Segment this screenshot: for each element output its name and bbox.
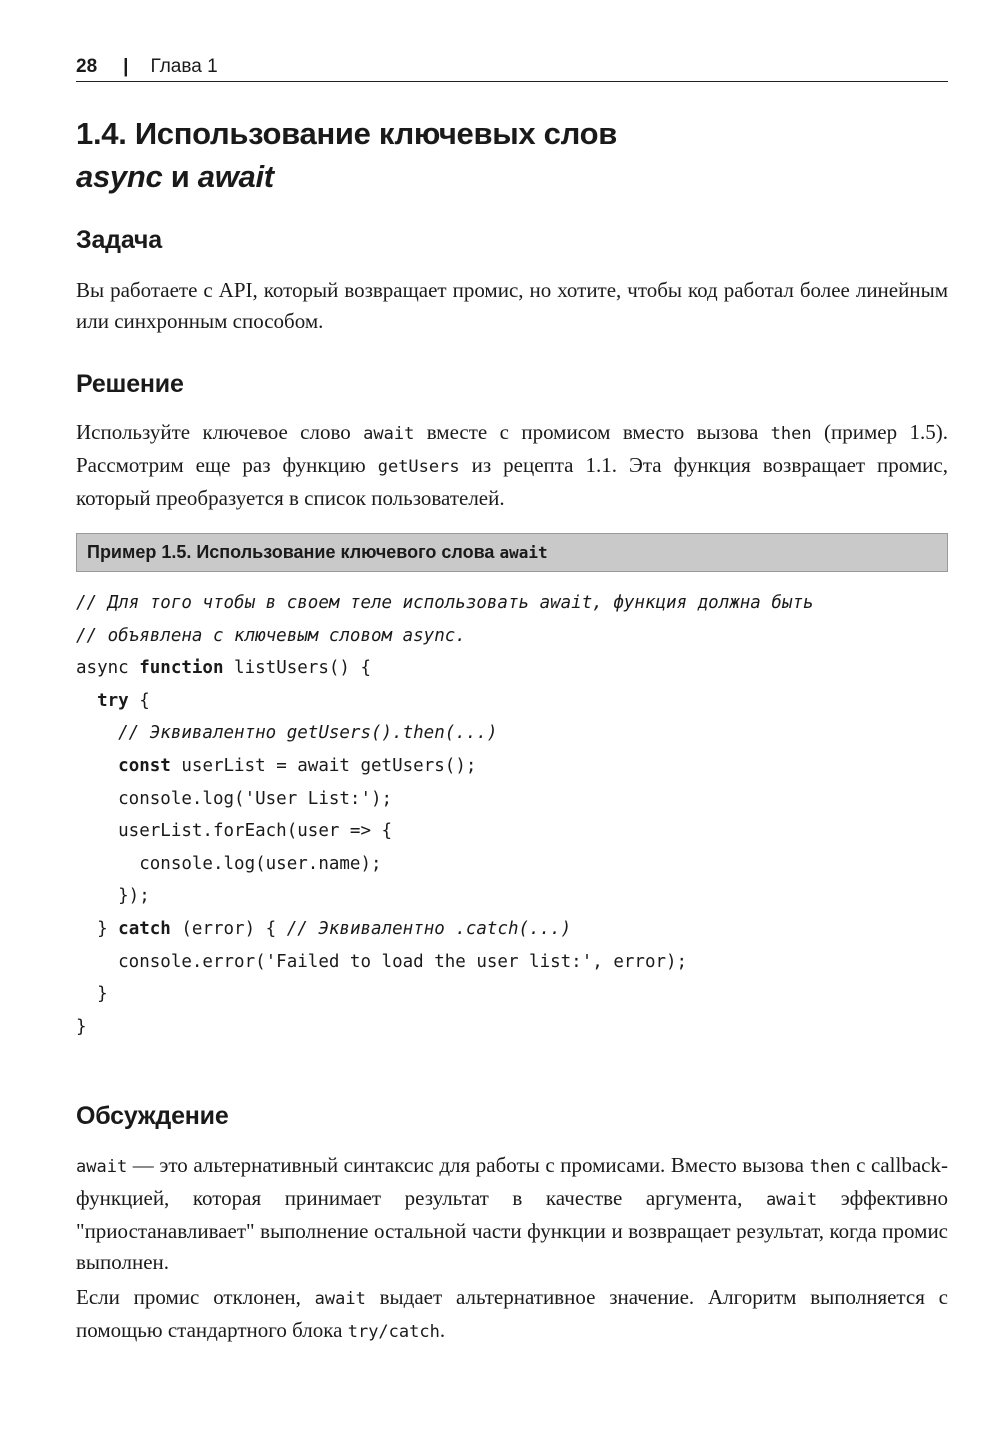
code-line: } (76, 984, 108, 1005)
inline-code: try/catch (347, 1322, 440, 1342)
code-keyword: const (118, 755, 171, 776)
text-run: — это альтернативный синтаксис для работы с промисами. Вместо вызова (127, 1153, 810, 1177)
code-indent (76, 756, 118, 776)
section-title-async: async (76, 159, 163, 194)
code-keyword: catch (118, 918, 171, 939)
code-indent (76, 691, 97, 711)
code-line (76, 756, 476, 776)
solution-heading: Решение (76, 370, 184, 398)
chapter-label: Глава 1 (150, 56, 218, 77)
page-number: 28 (76, 56, 98, 77)
book-page (76, 56, 948, 1342)
example-caption-bar (76, 533, 948, 572)
discussion-paragraph-1 (76, 1150, 948, 1278)
inline-code: await (363, 424, 415, 444)
code-token: { (128, 690, 150, 711)
inline-code: await (76, 1157, 128, 1177)
code-listing (76, 587, 814, 1043)
code-line: } (76, 1016, 87, 1037)
task-heading: Задача (76, 226, 162, 254)
text-run: . (439, 1318, 446, 1342)
inline-code: await (765, 1190, 818, 1210)
code-line: // объявлена с ключевым словом async. (76, 625, 466, 646)
code-comment: // Эквивалентно .catch(...) (286, 918, 572, 939)
text-run: выдает альтернативное значение. Алгоритм выполняется с помощью стандартного блока (76, 1285, 948, 1342)
section-title-await: await (197, 159, 274, 194)
code-line (76, 919, 571, 939)
code-line: }); (76, 886, 150, 907)
text-run: (пример 1.5). Рассмотрим еще раз функцию (76, 420, 948, 477)
code-token: listUsers() { (223, 658, 372, 679)
inline-code: then (770, 424, 812, 444)
text-run: из рецепта 1.1. Эта функция возвращает промис, который преобразуется в список пользователей. (76, 453, 948, 510)
solution-paragraph (76, 417, 948, 514)
inline-code: await (314, 1289, 366, 1309)
code-token: } (76, 918, 119, 939)
discussion-heading: Обсуждение (76, 1102, 229, 1130)
header-separator: | (123, 56, 129, 77)
code-line: console.error('Failed to load the user list:', error); (76, 951, 688, 972)
inline-code: getUsers (377, 457, 460, 477)
code-token: async (76, 658, 140, 679)
code-line: console.log('User List:'); (76, 788, 393, 809)
example-caption-code: await (499, 543, 548, 562)
text-run: с callback-функцией, которая принимает результат в качестве аргумента, (76, 1153, 948, 1210)
code-token: userList = await getUsers(); (170, 755, 477, 776)
code-line: console.log(user.name); (76, 853, 382, 874)
discussion-paragraph-2 (76, 1282, 948, 1348)
code-line: // Эквивалентно getUsers().then(...) (76, 723, 498, 744)
text-run: Если промис отклонен, (76, 1285, 315, 1309)
section-title (76, 112, 948, 198)
section-title-line1: 1.4. Использование ключевых слов (76, 116, 617, 151)
code-line (76, 691, 150, 711)
section-title-and: и (162, 159, 198, 194)
code-token: (error) { (170, 918, 287, 939)
code-keyword: try (97, 690, 129, 711)
example-caption: Пример 1.5. Использование ключевого слова (87, 542, 500, 562)
code-line (76, 658, 371, 678)
text-run: эффективно "приостанавливает" выполнение остальной части функции и возвращает результат, когда промис выполнен. (76, 1186, 948, 1274)
task-paragraph: Вы работаете с API, который возвращает промис, но хотите, чтобы код работал более линейным или синхронным способом. (76, 278, 948, 333)
text-run: Используйте ключевое слово (76, 420, 364, 444)
code-line: userList.forEach(user => { (76, 821, 393, 842)
text-run: вместе с промисом вместо вызова (414, 420, 771, 444)
code-line: // Для того чтобы в своем теле использовать await, функция должна быть (76, 593, 814, 613)
running-header (76, 56, 948, 82)
code-keyword: function (139, 658, 224, 679)
inline-code: then (809, 1157, 851, 1177)
